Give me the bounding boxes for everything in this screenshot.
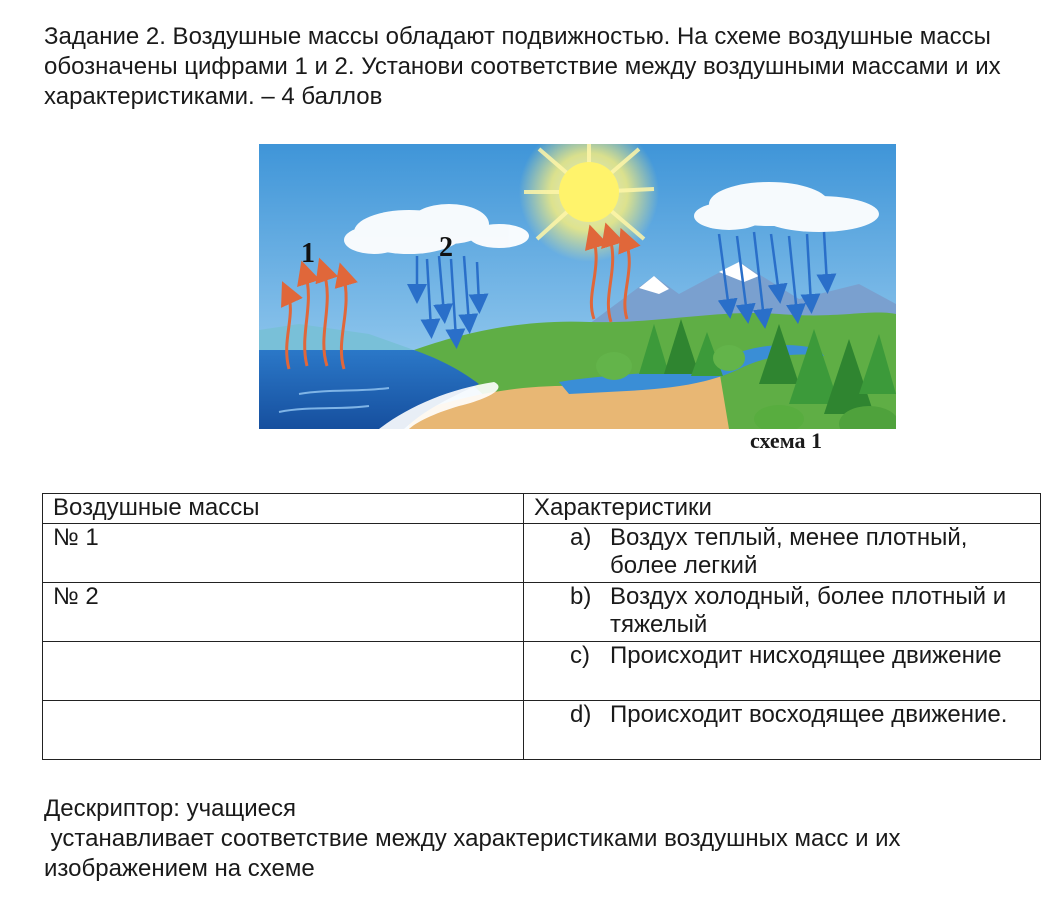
mass-1-label: 1 bbox=[301, 238, 315, 269]
figure-caption: схема 1 bbox=[750, 428, 823, 453]
task-text: Задание 2. Воздушные массы обладают подвижностью. На схеме воздушные массы обозначены цифрами 1 и 2. Установи соответствие между воздушными массами и их характеристиками. – 4 баллов bbox=[44, 23, 1001, 110]
descriptor-text: устанавливает соответствие между характеристиками воздушных масс и их изображением на схеме bbox=[44, 825, 908, 882]
option-text: Происходит восходящее движение. bbox=[610, 701, 1008, 728]
mass-cell: № 1 bbox=[43, 524, 524, 583]
air-masses-diagram bbox=[259, 144, 896, 429]
matching-table bbox=[42, 493, 1041, 760]
option-letter: a) bbox=[570, 524, 592, 551]
mass-cell bbox=[43, 642, 524, 701]
header-characteristics: Характеристики bbox=[524, 494, 1041, 524]
characteristic-cell bbox=[524, 583, 1041, 642]
option-letter: d) bbox=[570, 701, 592, 728]
descriptor bbox=[44, 794, 1034, 884]
header-air-masses: Воздушные массы bbox=[43, 494, 524, 524]
option-text: Происходит нисходящее движение bbox=[610, 642, 1002, 669]
table-row bbox=[43, 524, 1041, 583]
table-row bbox=[43, 583, 1041, 642]
table-header-row bbox=[43, 494, 1041, 524]
option-letter: b) bbox=[570, 583, 592, 610]
option-text: Воздух холодный, более плотный и тяжелый bbox=[610, 583, 1007, 638]
table-row bbox=[43, 701, 1041, 760]
mass-2-label: 2 bbox=[439, 232, 453, 263]
characteristic-cell bbox=[524, 524, 1041, 583]
table-row bbox=[43, 642, 1041, 701]
characteristic-cell bbox=[524, 701, 1041, 760]
option-text: Воздух теплый, менее плотный, более легкий bbox=[610, 524, 968, 579]
mass-cell bbox=[43, 701, 524, 760]
mass-cell: № 2 bbox=[43, 583, 524, 642]
characteristic-cell bbox=[524, 642, 1041, 701]
descriptor-heading: Дескриптор: учащиеся bbox=[44, 795, 296, 822]
option-letter: c) bbox=[570, 642, 590, 669]
